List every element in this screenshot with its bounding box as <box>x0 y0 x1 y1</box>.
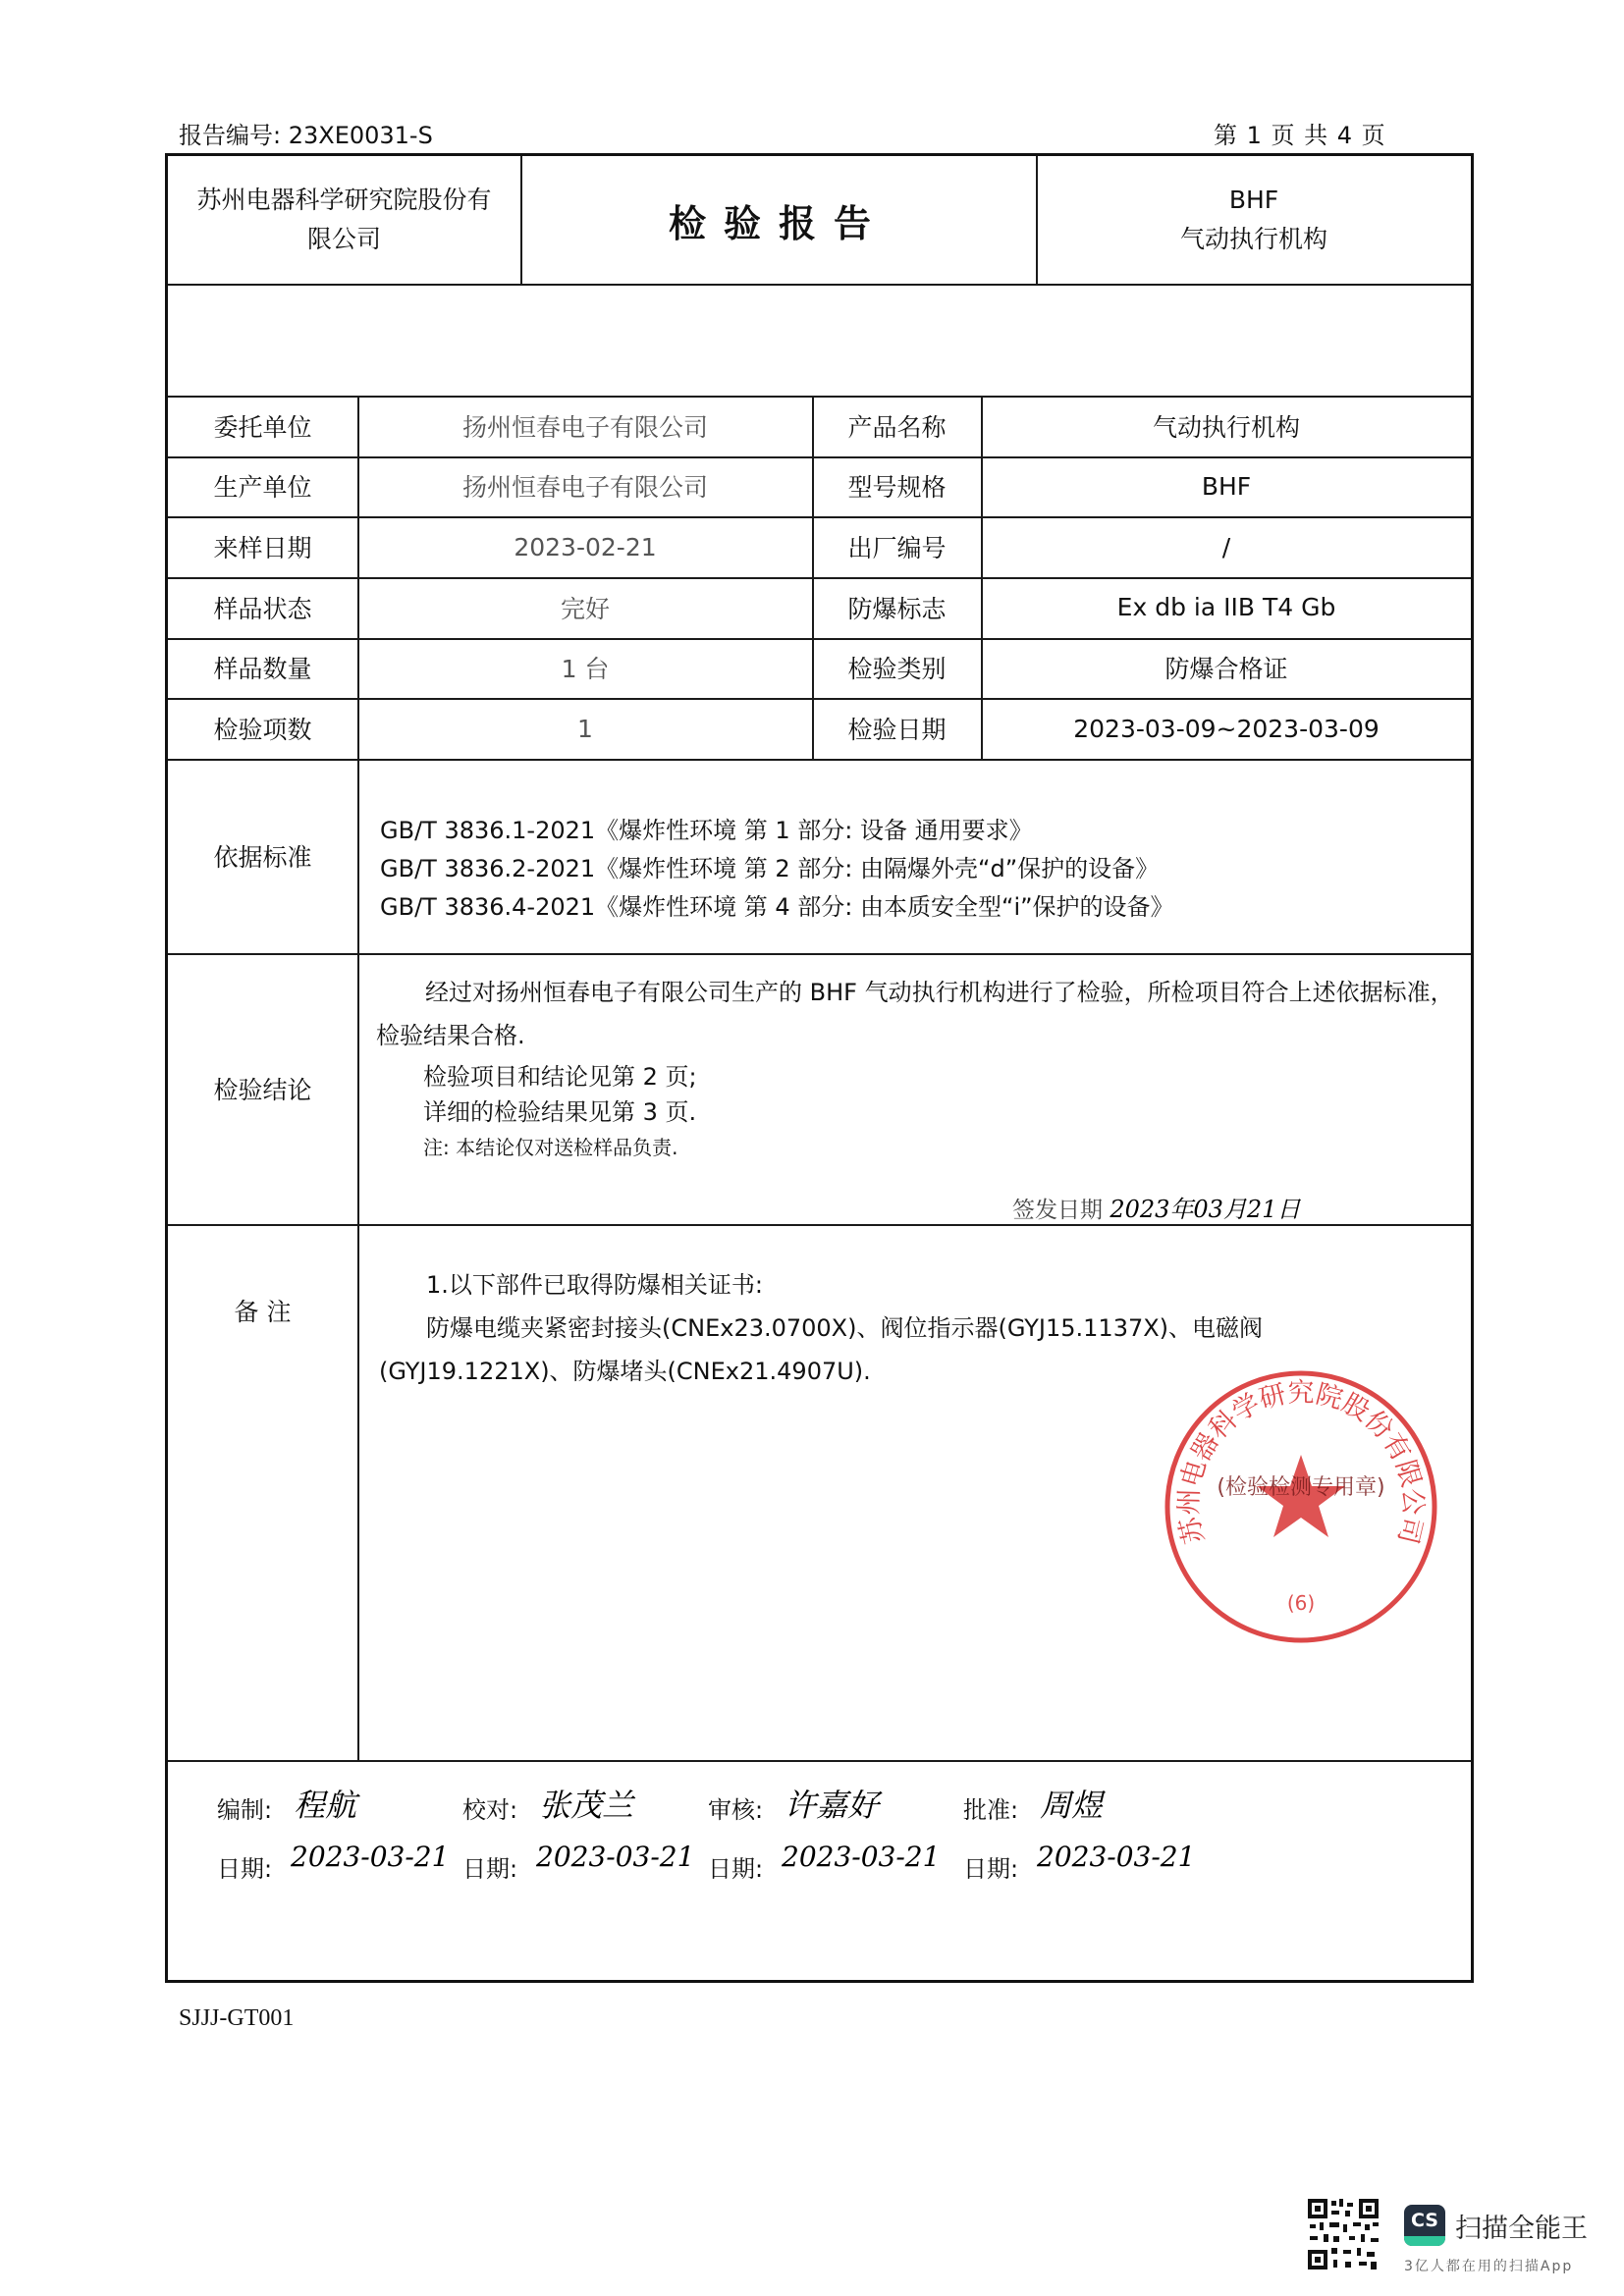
conclusion-label: 检验结论 <box>213 1076 312 1104</box>
field-value: BHF <box>1201 471 1252 501</box>
field-label: 委托单位 <box>213 412 312 442</box>
signature-role-label: 批准: <box>963 1796 1019 1824</box>
conclusion-note: 注: 本结论仅对送检样品负责. <box>423 1136 678 1159</box>
field-value: 2023-02-21 <box>514 532 657 561</box>
field-label: 检验日期 <box>847 716 947 745</box>
conclusion-paragraph: 经过对扬州恒春电子有限公司生产的 BHF 气动执行机构进行了检验，所检项目符合上述依据标准，检验结果合格. <box>376 979 1454 1049</box>
issue-date <box>1012 1190 1300 1224</box>
conclusion-ref-1: 检验项目和结论见第 2 页; <box>423 1063 697 1091</box>
qr-code-icon <box>1306 2197 1380 2271</box>
report-table <box>165 153 1474 1983</box>
remarks-label: 备 注 <box>234 1298 292 1326</box>
signature-role-label: 审核: <box>708 1796 764 1824</box>
divider <box>168 1760 1471 1762</box>
field-label: 出厂编号 <box>847 534 947 563</box>
field-value: Ex db ia IIB T4 Gb <box>1116 593 1336 622</box>
remarks-line: 防爆电缆夹紧密封接头(CNEx23.0700X)、阀位指示器(GYJ15.1137X)、电磁阀 <box>426 1314 1264 1342</box>
field-label: 样品状态 <box>213 594 312 623</box>
field-label: 生产单位 <box>213 473 312 503</box>
issue-date-label: 签发日期 <box>1012 1198 1103 1223</box>
signature-date-label: 日期: <box>462 1855 518 1883</box>
standards-list <box>380 812 1460 927</box>
product-model-header: BHF <box>1228 186 1279 214</box>
divider <box>168 759 1471 761</box>
divider <box>168 284 1471 286</box>
remarks-line: (GYJ19.1221X)、防爆堵头(CNEx21.4907U). <box>379 1358 871 1385</box>
signature-date-label: 日期: <box>217 1855 273 1883</box>
product-name-header: 气动执行机构 <box>1179 225 1327 253</box>
signature-role-label: 编制: <box>217 1796 273 1824</box>
issue-date-value: 2023年03月21日 <box>1110 1196 1301 1223</box>
signature-name: 程航 <box>294 1787 357 1824</box>
official-stamp <box>1159 1364 1443 1649</box>
field-value: 扬州恒春电子有限公司 <box>461 412 708 442</box>
field-value: 防爆合格证 <box>1164 655 1288 684</box>
cs-logo-text: CS <box>1411 2210 1438 2231</box>
cs-logo-icon <box>1404 2205 1445 2246</box>
report-title: 检验报告 <box>668 201 889 245</box>
standards-label: 依据标准 <box>213 843 312 872</box>
field-label: 产品名称 <box>847 412 947 442</box>
field-value: / <box>1221 532 1231 561</box>
field-label: 防爆标志 <box>847 594 947 623</box>
field-label: 检验类别 <box>847 655 947 684</box>
signature-name: 张茂兰 <box>539 1787 634 1824</box>
field-label: 型号规格 <box>847 473 947 503</box>
conclusion-ref-2: 详细的检验结果见第 3 页. <box>423 1098 697 1126</box>
field-value: 2023-03-09~2023-03-09 <box>1073 714 1380 743</box>
signature-date: 2023-03-21 <box>536 1841 695 1873</box>
scanner-badge <box>1306 2189 1620 2287</box>
scanner-app-name: 扫描全能王 <box>1455 2214 1588 2244</box>
field-value: 1 台 <box>561 655 610 684</box>
scanner-tagline: 3亿人都在用的扫描App <box>1404 2259 1574 2274</box>
issuer-line-2: 限公司 <box>306 225 381 253</box>
signature-date: 2023-03-21 <box>291 1841 450 1873</box>
field-label: 样品数量 <box>213 655 312 684</box>
signature-date: 2023-03-21 <box>1037 1841 1196 1873</box>
signature-name: 许嘉好 <box>785 1787 880 1824</box>
issuer-name <box>168 156 520 284</box>
stamp-subtitle: (检验检测专用章) <box>1217 1475 1385 1500</box>
standard-item: GB/T 3836.4-2021《爆炸性环境 第 4 部分: 由本质安全型“i”保护的设备》 <box>380 893 1174 921</box>
field-value: 扬州恒春电子有限公司 <box>461 473 708 503</box>
standard-item: GB/T 3836.1-2021《爆炸性环境 第 1 部分: 设备 通用要求》 <box>380 817 1033 844</box>
remarks-line: 1.以下部件已取得防爆相关证书: <box>426 1271 763 1299</box>
field-label: 检验项数 <box>213 716 312 745</box>
field-label: 来样日期 <box>213 534 312 563</box>
field-value: 完好 <box>560 594 610 623</box>
signature-role-label: 校对: <box>462 1796 518 1824</box>
stamp-number: (6) <box>1286 1591 1316 1615</box>
report-number: 报告编号: 23XE0031-S <box>179 122 433 149</box>
signature-name: 周煜 <box>1040 1787 1104 1824</box>
field-value: 1 <box>577 714 593 743</box>
product-header <box>1037 156 1471 284</box>
field-value: 气动执行机构 <box>1152 412 1300 442</box>
page-info: 第 1 页 共 4 页 <box>1214 122 1386 149</box>
stamp-arc-text: 苏州电器科学研究院股份有限公司 <box>1173 1377 1429 1547</box>
conclusion-refs <box>423 1059 697 1165</box>
divider <box>168 953 1471 955</box>
signature-date: 2023-03-21 <box>782 1841 941 1873</box>
issuer-line-1: 苏州电器科学研究院股份有 <box>196 186 492 214</box>
form-code: SJJJ-GT001 <box>179 2005 295 2031</box>
standard-item: GB/T 3836.2-2021《爆炸性环境 第 2 部分: 由隔爆外壳“d”保护的设备》 <box>380 855 1160 882</box>
signature-date-label: 日期: <box>708 1855 764 1883</box>
signature-date-label: 日期: <box>963 1855 1019 1883</box>
divider <box>168 1224 1471 1226</box>
